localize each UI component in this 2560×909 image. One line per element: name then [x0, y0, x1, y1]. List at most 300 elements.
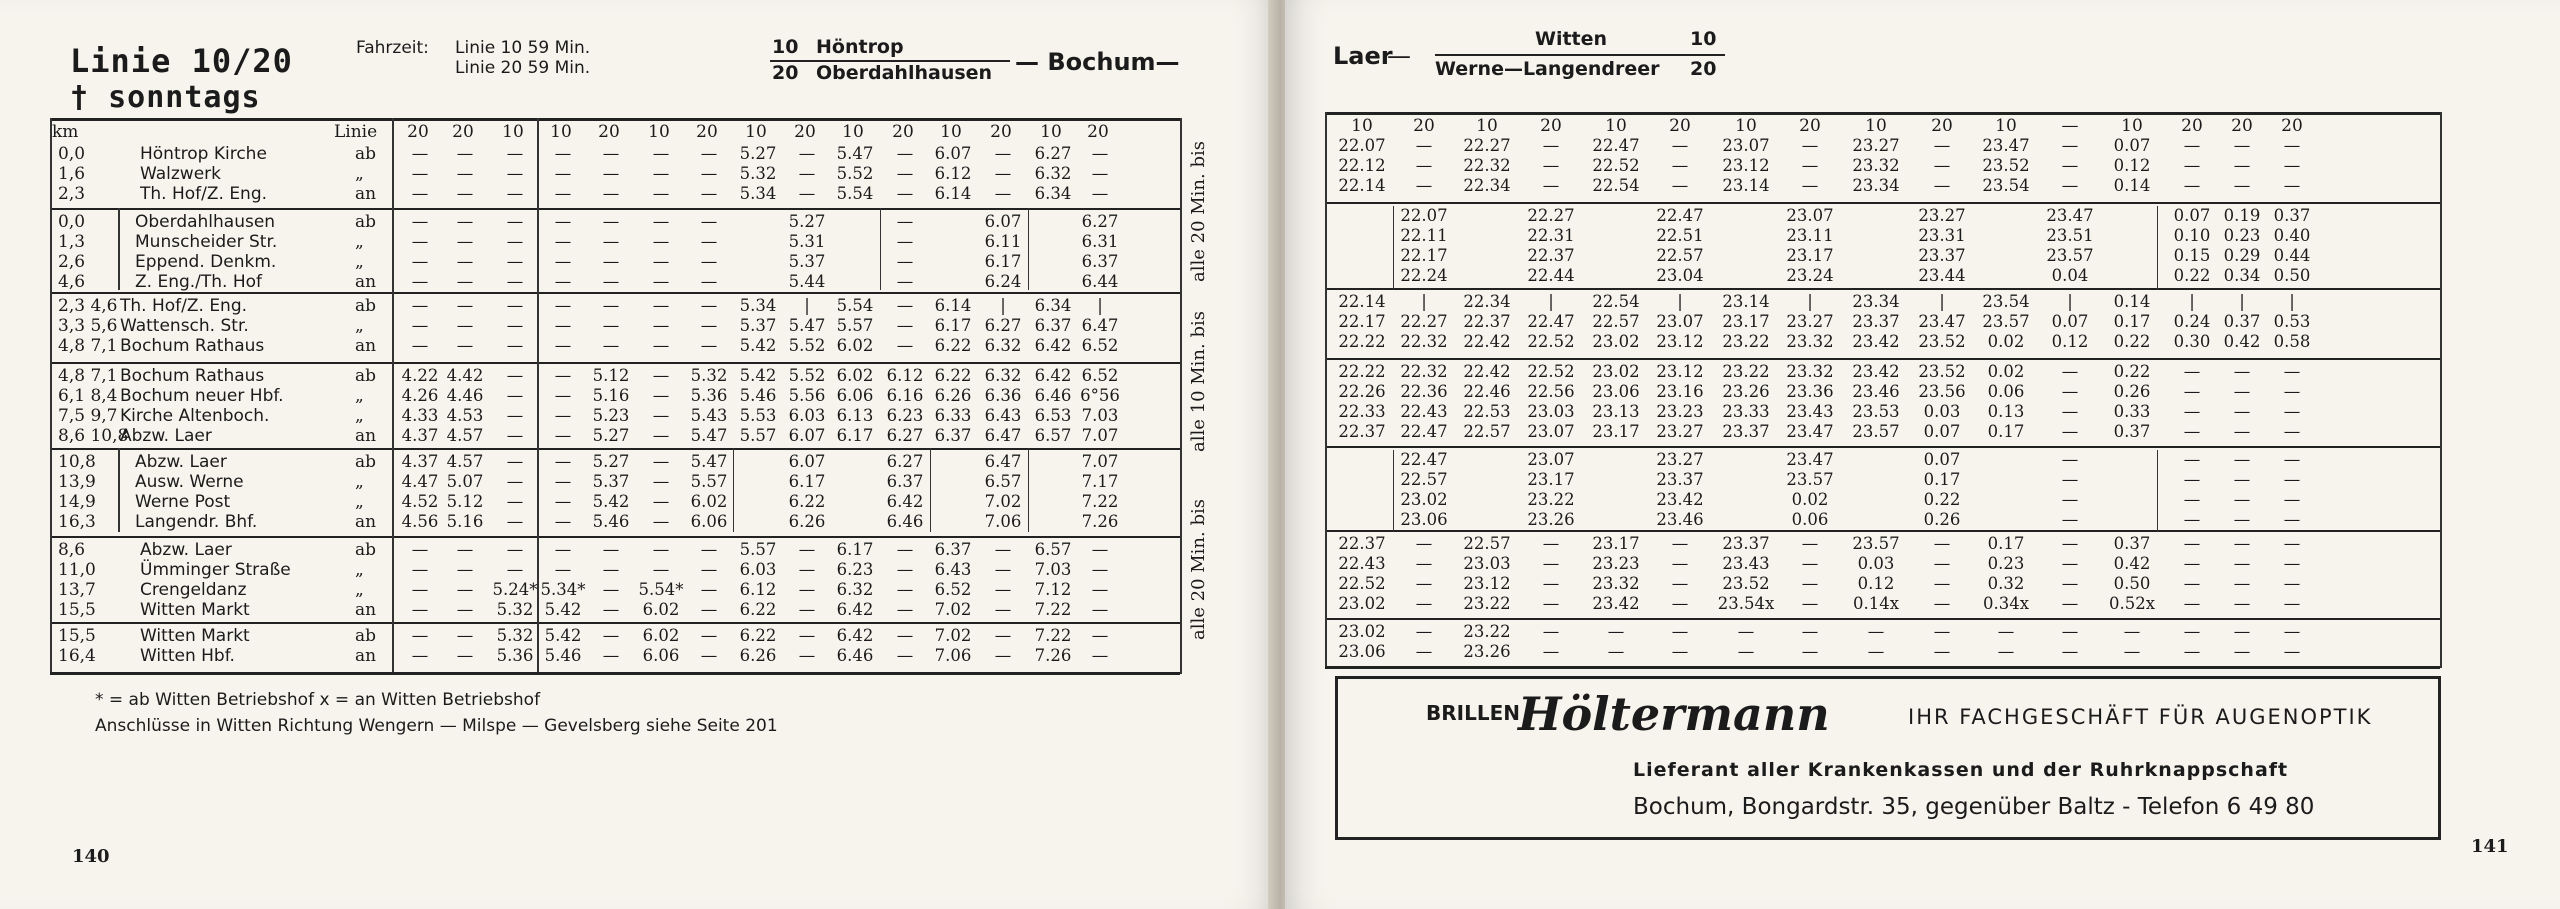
time-cell: 22.37 — [1338, 422, 1386, 441]
time-cell: — — [506, 406, 524, 425]
time-cell: — — [2283, 470, 2301, 489]
row-stop-name: Langendr. Bhf. — [135, 512, 258, 532]
time-cell: 7.03 — [1081, 406, 1119, 425]
time-cell: 5.36 — [496, 646, 534, 665]
time-cell: 22.46 — [1463, 382, 1511, 401]
time-cell: 22.47 — [1400, 450, 1448, 469]
linie-number: 10 — [842, 122, 864, 142]
time-cell: — — [554, 316, 572, 335]
time-cell: 6.46 — [1034, 386, 1072, 405]
time-cell: 0.24 — [2173, 312, 2211, 331]
row-ab-an: an — [355, 426, 377, 446]
time-cell: 5.27 — [592, 452, 630, 471]
time-cell: — — [411, 184, 429, 203]
group-divider — [50, 292, 1180, 294]
time-cell: — — [2183, 470, 2201, 489]
time-cell: 23.54 — [1982, 176, 2030, 195]
time-cell: 5.32 — [690, 366, 728, 385]
time-cell: — — [506, 184, 524, 203]
row-km: 7,5 9,7 — [58, 406, 118, 426]
sub-column-rule — [1393, 450, 1394, 532]
row-ab-an: „ — [355, 232, 364, 252]
time-cell: 6.47 — [1081, 316, 1119, 335]
time-cell: 0.14x — [1852, 594, 1900, 613]
time-cell: — — [602, 580, 620, 599]
time-cell: — — [554, 492, 572, 511]
time-cell: 23.33 — [1722, 402, 1770, 421]
time-cell: 23.52 — [1722, 574, 1770, 593]
row-ab-an: ab — [355, 212, 377, 232]
linie-number: 20 — [407, 122, 429, 142]
time-cell: 7.02 — [934, 600, 972, 619]
time-cell: — — [602, 560, 620, 579]
time-cell: 5.24* — [492, 580, 538, 599]
time-cell: 0.26 — [1923, 510, 1961, 529]
time-cell: 5.47 — [788, 316, 826, 335]
linie-header: Linie — [334, 122, 378, 142]
time-cell: 6°56 — [1080, 386, 1120, 405]
time-cell: — — [1415, 176, 1433, 195]
row-stop-name: Crengeldanz — [140, 580, 247, 600]
time-cell: 6.14 — [934, 184, 972, 203]
time-cell: — — [506, 366, 524, 385]
row-ab-an: an — [355, 646, 377, 666]
time-cell: 23.26 — [1527, 510, 1575, 529]
time-cell: — — [700, 144, 718, 163]
time-cell: — — [2123, 642, 2141, 661]
linie-number: 10 — [1351, 116, 1373, 136]
row-km: 14,9 — [58, 492, 96, 512]
time-cell: — — [2183, 362, 2201, 381]
row-ab-an: „ — [355, 406, 364, 426]
time-cell: 0.22 — [2113, 332, 2151, 351]
time-cell: 7.06 — [934, 646, 972, 665]
time-cell: — — [2283, 156, 2301, 175]
time-cell: 23.12 — [1463, 574, 1511, 593]
time-cell: 4.53 — [446, 406, 484, 425]
time-cell: — — [602, 212, 620, 231]
time-cell: 22.31 — [1527, 226, 1575, 245]
row-ab-an: „ — [355, 252, 364, 272]
sub-column-rule — [1028, 448, 1029, 532]
time-cell: — — [2183, 422, 2201, 441]
time-cell: 0.34 — [2223, 266, 2261, 285]
time-cell: 6.22 — [934, 336, 972, 355]
page-number: 140 — [72, 846, 110, 867]
time-cell: 0.50 — [2273, 266, 2311, 285]
time-cell: 6.42 — [886, 492, 924, 511]
time-cell: 7.26 — [1081, 512, 1119, 531]
time-cell: 0.03 — [1923, 402, 1961, 421]
time-cell: 7.26 — [1034, 646, 1072, 665]
time-cell: — — [2283, 176, 2301, 195]
time-cell: — — [602, 272, 620, 291]
time-cell: — — [1801, 156, 1819, 175]
time-cell: 6.06 — [690, 512, 728, 531]
row-km: 15,5 — [58, 626, 96, 646]
linie-number: 10 — [1605, 116, 1627, 136]
time-cell: 6.32 — [836, 580, 874, 599]
time-cell: — — [506, 336, 524, 355]
time-cell: — — [506, 144, 524, 163]
linie-number: 10 — [550, 122, 572, 142]
linie-number: 10 — [940, 122, 962, 142]
group-divider — [1325, 618, 2440, 620]
route-num-10: 10 — [772, 36, 799, 58]
time-cell: — — [456, 272, 474, 291]
time-cell: — — [1801, 642, 1819, 661]
time-cell: — — [506, 296, 524, 315]
time-cell: 23.24 — [1786, 266, 1834, 285]
time-cell: | — [1000, 296, 1006, 315]
time-cell: 6.03 — [788, 406, 826, 425]
time-cell: — — [2283, 490, 2301, 509]
route-divider-right — [1435, 54, 1725, 56]
time-cell: 6.02 — [836, 366, 874, 385]
time-cell: 6.22 — [739, 600, 777, 619]
day-label — [70, 80, 261, 115]
time-cell: 22.52 — [1338, 574, 1386, 593]
linie-number: 20 — [990, 122, 1012, 142]
time-cell: 0.02 — [1987, 362, 2025, 381]
time-cell: 22.22 — [1338, 332, 1386, 351]
time-cell: 5.52 — [788, 366, 826, 385]
row-stop-name: Abzw. Laer — [140, 540, 232, 560]
ad-brillen: BRILLEN — [1426, 701, 1520, 725]
time-cell: — — [1091, 626, 1109, 645]
time-cell: — — [652, 426, 670, 445]
row-stop-name: Abzw. Laer — [135, 452, 227, 472]
row-ab-an: ab — [355, 366, 377, 386]
time-cell: — — [896, 580, 914, 599]
time-cell: — — [554, 252, 572, 271]
time-cell: — — [1671, 594, 1689, 613]
time-cell: — — [896, 212, 914, 231]
linie-number: 20 — [1413, 116, 1435, 136]
row-km: 3,3 5,6 — [58, 316, 118, 336]
time-cell: — — [652, 232, 670, 251]
time-cell: — — [411, 626, 429, 645]
time-cell: 23.14 — [1722, 292, 1770, 311]
time-cell: 0.03 — [1857, 554, 1895, 573]
advertisement — [1335, 676, 2441, 840]
time-cell: 23.22 — [1527, 490, 1575, 509]
time-cell: 22.43 — [1338, 554, 1386, 573]
time-cell: 23.13 — [1592, 402, 1640, 421]
time-cell: — — [2283, 574, 2301, 593]
row-stop-name: Z. Eng./Th. Hof — [135, 272, 263, 292]
time-cell: 0.50 — [2113, 574, 2151, 593]
time-cell: 6.42 — [1034, 366, 1072, 385]
time-cell: 5.57 — [836, 316, 874, 335]
time-cell: 23.27 — [1918, 206, 1966, 225]
time-cell: 22.52 — [1592, 156, 1640, 175]
time-cell: — — [652, 540, 670, 559]
sub-column-rule — [2157, 206, 2158, 290]
time-cell: 6.34 — [1034, 296, 1072, 315]
time-cell: — — [2183, 490, 2201, 509]
time-cell: 23.27 — [1852, 136, 1900, 155]
time-cell: — — [2061, 136, 2079, 155]
time-cell: — — [1671, 534, 1689, 553]
row-stop-name: Th. Hof/Z. Eng. — [140, 184, 268, 204]
linie-number: 20 — [1540, 116, 1562, 136]
time-cell: 0.17 — [1923, 470, 1961, 489]
time-cell: — — [798, 560, 816, 579]
time-cell: 0.23 — [1987, 554, 2025, 573]
time-cell: — — [2061, 176, 2079, 195]
time-cell: 22.57 — [1463, 422, 1511, 441]
time-cell: 5.54* — [638, 580, 684, 599]
time-cell: — — [1542, 176, 1560, 195]
time-cell: 4.22 — [401, 366, 439, 385]
time-cell: — — [456, 580, 474, 599]
time-cell: — — [896, 272, 914, 291]
time-cell: 0.22 — [2173, 266, 2211, 285]
time-cell: — — [554, 184, 572, 203]
time-cell: 23.22 — [1463, 622, 1511, 641]
bracket-rule — [118, 208, 120, 290]
time-cell: 0.10 — [2173, 226, 2211, 245]
time-cell: — — [506, 472, 524, 491]
time-cell: 0.07 — [2173, 206, 2211, 225]
row-km: 4,8 7,1 — [58, 366, 118, 386]
row-stop-name: Munscheider Str. — [135, 232, 278, 252]
time-cell: | — [1097, 296, 1103, 315]
time-cell: 23.44 — [1918, 266, 1966, 285]
time-cell: — — [798, 626, 816, 645]
time-cell: — — [2283, 622, 2301, 641]
row-stop-name: Eppend. Denkm. — [135, 252, 277, 272]
time-cell: 23.07 — [1656, 312, 1704, 331]
time-cell: 0.37 — [2223, 312, 2261, 331]
time-cell: 22.32 — [1463, 156, 1511, 175]
time-cell: 6.32 — [984, 336, 1022, 355]
route-dest-oberdahlhausen: Oberdahlhausen — [816, 62, 993, 84]
time-cell: 6.11 — [984, 232, 1022, 251]
time-cell: — — [506, 540, 524, 559]
time-cell: — — [2183, 574, 2201, 593]
time-cell: 6.22 — [739, 626, 777, 645]
time-cell: — — [2283, 422, 2301, 441]
time-cell: 0.07 — [2051, 312, 2089, 331]
linie-number: 10 — [1865, 116, 1887, 136]
time-cell: — — [652, 512, 670, 531]
time-cell: 6.53 — [1034, 406, 1072, 425]
time-cell: 5.53 — [739, 406, 777, 425]
ad-address: Bochum, Bongardstr. 35, gegenüber Baltz - Telefon 6 49 80 — [1633, 794, 2315, 820]
time-cell: — — [994, 540, 1012, 559]
time-cell: 23.12 — [1656, 362, 1704, 381]
time-cell: 0.13 — [1987, 402, 2025, 421]
time-cell: — — [652, 164, 670, 183]
time-cell: 6.47 — [984, 426, 1022, 445]
time-cell: — — [994, 580, 1012, 599]
time-cell: — — [994, 184, 1012, 203]
time-cell: 22.51 — [1656, 226, 1704, 245]
time-cell: — — [456, 336, 474, 355]
time-cell: 0.58 — [2273, 332, 2311, 351]
time-cell: 23.22 — [1722, 332, 1770, 351]
time-cell: 6.37 — [934, 426, 972, 445]
time-cell: — — [2233, 422, 2251, 441]
time-cell: — — [1933, 554, 1951, 573]
linie-number: 20 — [1799, 116, 1821, 136]
time-cell: 7.07 — [1081, 452, 1119, 471]
time-cell: — — [1542, 622, 1560, 641]
time-cell: — — [994, 626, 1012, 645]
row-km: 16,3 — [58, 512, 96, 532]
time-cell: 6.14 — [934, 296, 972, 315]
time-cell: 22.32 — [1400, 362, 1448, 381]
time-cell: — — [506, 492, 524, 511]
time-cell: 23.32 — [1852, 156, 1900, 175]
time-cell: 5.54 — [836, 184, 874, 203]
sub-column-rule — [1028, 208, 1029, 290]
time-cell: 5.42 — [739, 366, 777, 385]
time-cell: 23.07 — [1786, 206, 1834, 225]
time-cell: 4.57 — [446, 426, 484, 445]
time-cell: 6.02 — [642, 600, 680, 619]
time-cell: 23.12 — [1656, 332, 1704, 351]
time-cell: — — [506, 252, 524, 271]
time-cell: 23.53 — [1852, 402, 1900, 421]
time-cell: — — [1801, 176, 1819, 195]
time-cell: 22.44 — [1527, 266, 1575, 285]
column-rule — [1325, 112, 1327, 668]
werne-line-number: 20 — [1690, 58, 1717, 80]
time-cell: 6.07 — [934, 144, 972, 163]
time-cell: — — [2061, 382, 2079, 401]
time-cell: 23.22 — [1463, 594, 1511, 613]
time-cell: 6.57 — [1034, 426, 1072, 445]
time-cell: — — [456, 646, 474, 665]
time-cell: 6.43 — [984, 406, 1022, 425]
time-cell: — — [411, 272, 429, 291]
time-cell: — — [1542, 534, 1560, 553]
time-cell: — — [554, 386, 572, 405]
time-cell: — — [554, 540, 572, 559]
group-divider — [1325, 530, 2440, 532]
time-cell: 0.12 — [1857, 574, 1895, 593]
time-cell: 23.34 — [1852, 292, 1900, 311]
time-cell: — — [554, 426, 572, 445]
time-cell: — — [896, 296, 914, 315]
alle-label-2: alle 10 Min. bis — [1188, 311, 1209, 452]
time-cell: 5.32 — [496, 626, 534, 645]
time-cell: — — [2061, 554, 2079, 573]
time-cell: 23.16 — [1656, 382, 1704, 401]
time-cell: — — [2061, 450, 2079, 469]
time-cell: — — [652, 492, 670, 511]
time-cell: — — [2061, 642, 2079, 661]
group-divider — [50, 362, 1180, 364]
time-cell: 6.47 — [984, 452, 1022, 471]
time-cell: 23.52 — [1918, 332, 1966, 351]
time-cell: 22.43 — [1400, 402, 1448, 421]
time-cell: — — [896, 184, 914, 203]
row-stop-name: Witten Hbf. — [140, 646, 235, 666]
time-cell: 7.12 — [1034, 580, 1072, 599]
time-cell: — — [1933, 622, 1951, 641]
row-km: 13,9 — [58, 472, 96, 492]
time-cell: — — [2233, 136, 2251, 155]
time-cell: — — [602, 252, 620, 271]
time-cell: — — [1801, 574, 1819, 593]
time-cell: 5.47 — [690, 452, 728, 471]
time-cell: 22.14 — [1338, 292, 1386, 311]
time-cell: 22.47 — [1400, 422, 1448, 441]
linie-number: 20 — [2181, 116, 2203, 136]
time-cell: — — [456, 600, 474, 619]
time-cell: 23.47 — [1918, 312, 1966, 331]
time-cell: 0.22 — [1923, 490, 1961, 509]
time-cell: 0.22 — [2113, 362, 2151, 381]
row-stop-name: Bochum Rathaus — [120, 336, 265, 356]
group-divider — [50, 536, 1180, 538]
time-cell: — — [1091, 144, 1109, 163]
time-cell: — — [2183, 622, 2201, 641]
time-cell: 5.27 — [592, 426, 630, 445]
time-cell: 6.22 — [934, 366, 972, 385]
time-cell: 23.17 — [1722, 312, 1770, 331]
row-ab-an: an — [355, 600, 377, 620]
time-cell: — — [1671, 554, 1689, 573]
time-cell: 22.12 — [1338, 156, 1386, 175]
time-cell: — — [602, 626, 620, 645]
time-cell: — — [652, 336, 670, 355]
time-cell: 0.17 — [1987, 534, 2025, 553]
time-cell: 6.26 — [788, 512, 826, 531]
time-cell: 7.03 — [1034, 560, 1072, 579]
sub-column-rule — [1393, 206, 1394, 290]
time-cell: 23.47 — [1786, 422, 1834, 441]
row-ab-an: ab — [355, 296, 377, 316]
time-cell: — — [700, 646, 718, 665]
row-ab-an: ab — [355, 626, 377, 646]
time-cell: 22.07 — [1338, 136, 1386, 155]
time-cell: 0.53 — [2273, 312, 2311, 331]
time-cell: 5.37 — [739, 316, 777, 335]
time-cell: — — [2123, 622, 2141, 641]
time-cell: — — [1415, 534, 1433, 553]
time-cell: — — [506, 426, 524, 445]
row-km: 4,8 7,1 — [58, 336, 118, 356]
time-cell: — — [1867, 642, 1885, 661]
time-cell: 6.27 — [1034, 144, 1072, 163]
linie-number: 20 — [1087, 122, 1109, 142]
time-cell: — — [2183, 510, 2201, 529]
time-cell: 22.22 — [1338, 362, 1386, 381]
time-cell: 5.57 — [739, 540, 777, 559]
time-cell: — — [554, 452, 572, 471]
time-cell: — — [1737, 642, 1755, 661]
time-cell: — — [2183, 382, 2201, 401]
time-cell: 23.56 — [1918, 382, 1966, 401]
time-cell: 0.52x — [2108, 594, 2156, 613]
time-cell: 6.37 — [886, 472, 924, 491]
time-cell: — — [456, 184, 474, 203]
route-city: — Bochum— — [1015, 48, 1180, 76]
time-cell: 23.42 — [1592, 594, 1640, 613]
time-cell: — — [2061, 422, 2079, 441]
time-cell: — — [1542, 156, 1560, 175]
bracket-rule — [118, 448, 120, 532]
time-cell: — — [2233, 176, 2251, 195]
time-cell: 6.27 — [886, 452, 924, 471]
time-cell: 5.32 — [496, 600, 534, 619]
time-cell: 22.57 — [1592, 312, 1640, 331]
